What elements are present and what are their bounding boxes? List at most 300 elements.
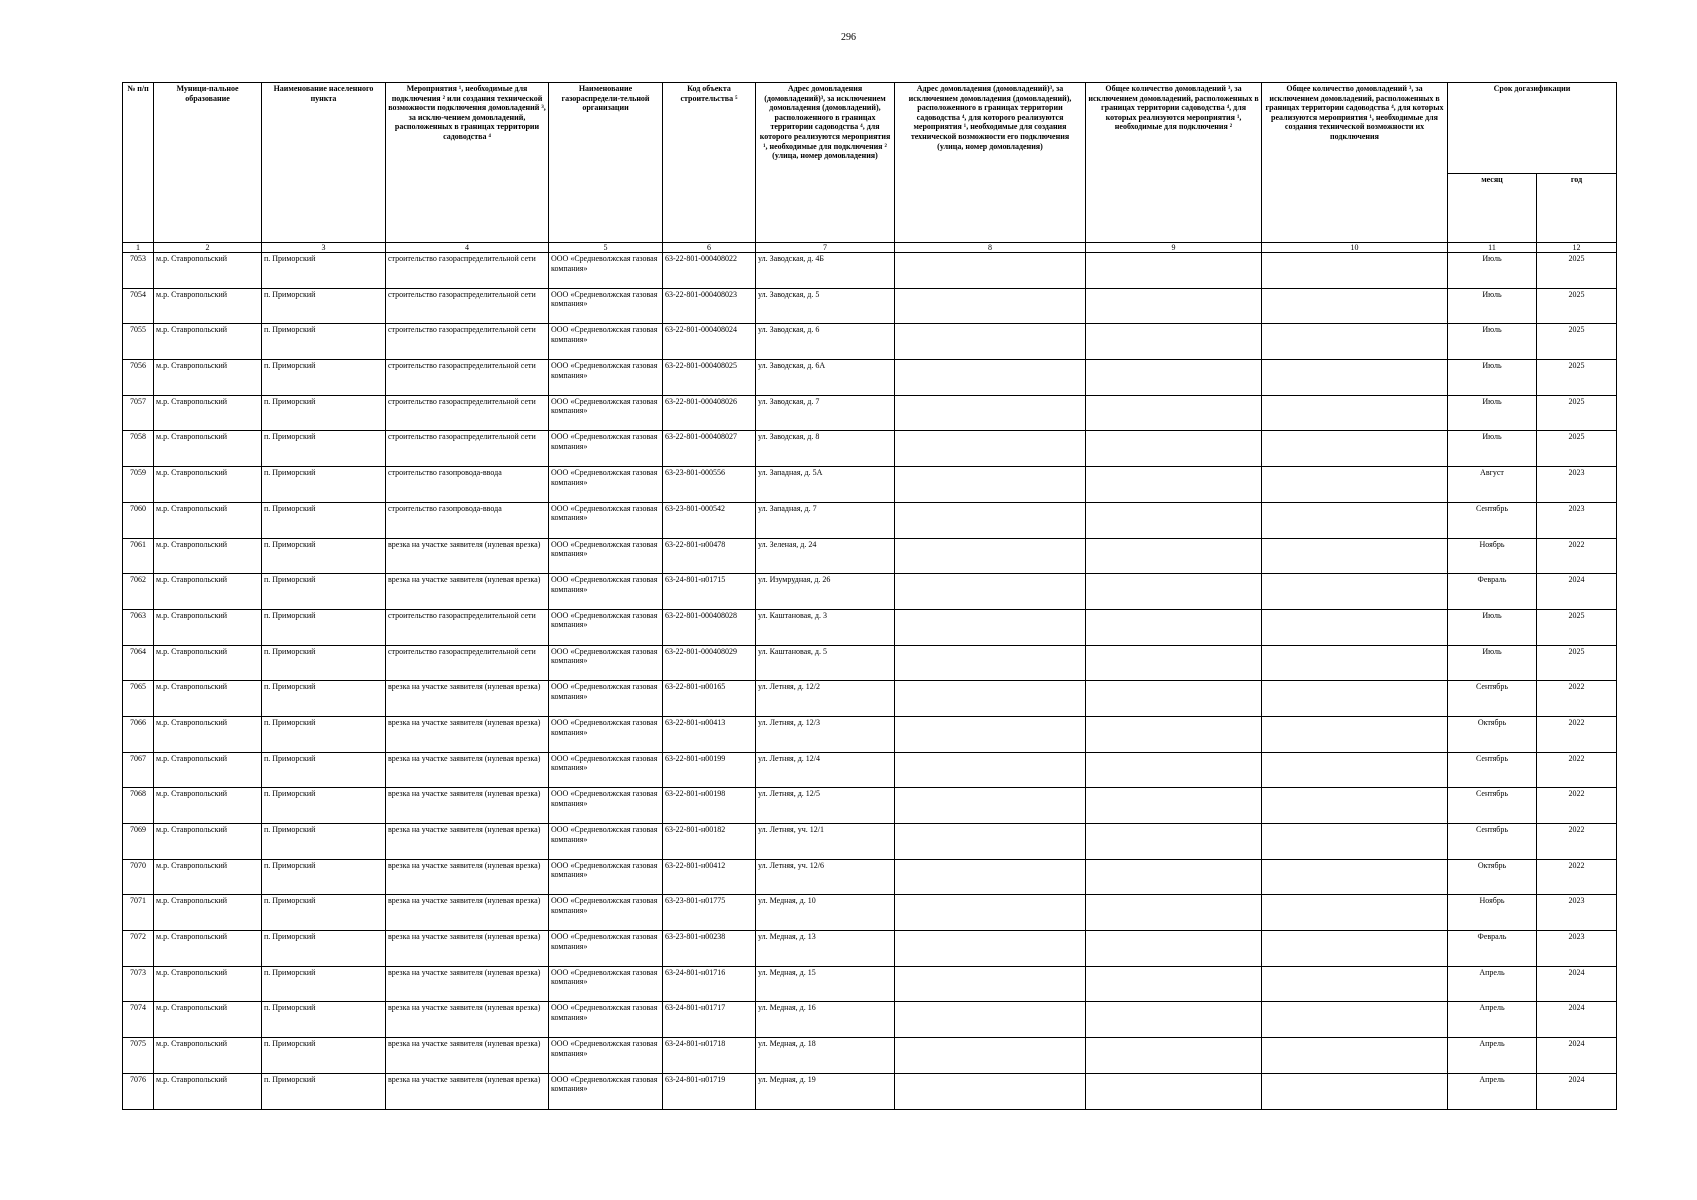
settlement-cell: п. Приморский [262,467,386,503]
count-technical-cell [1262,859,1448,895]
event-cell: строительство газопровода-ввода [386,502,549,538]
count-technical-cell [1262,931,1448,967]
address-technical-cell [895,288,1086,324]
month-cell: Сентябрь [1448,824,1537,860]
year-cell: 2022 [1537,716,1617,752]
organization-cell: ООО «Средневолжская газовая компания» [549,752,663,788]
organization-cell: ООО «Средневолжская газовая компания» [549,609,663,645]
address-technical-cell [895,859,1086,895]
count-technical-cell [1262,752,1448,788]
month-cell: Апрель [1448,1073,1537,1109]
address-technical-cell [895,574,1086,610]
count-technical-cell [1262,538,1448,574]
address-cell: ул. Летняя, д. 12/5 [756,788,895,824]
year-cell: 2022 [1537,859,1617,895]
month-cell: Апрель [1448,1038,1537,1074]
header-municipality: Муници-пальное образование [154,83,262,243]
row-number: 7062 [123,574,154,610]
event-cell: врезка на участке заявителя (нулевая врезка) [386,681,549,717]
year-cell: 2025 [1537,431,1617,467]
municipality-cell: м.р. Ставропольский [154,502,262,538]
municipality-cell: м.р. Ставропольский [154,966,262,1002]
organization-cell: ООО «Средневолжская газовая компания» [549,645,663,681]
address-cell: ул. Каштановая, д. 5 [756,645,895,681]
object-code-cell: 63-22-801-000408028 [663,609,756,645]
month-cell: Апрель [1448,966,1537,1002]
count-technical-cell [1262,788,1448,824]
year-cell: 2024 [1537,966,1617,1002]
event-cell: врезка на участке заявителя (нулевая врезка) [386,1073,549,1109]
count-connection-cell [1086,1038,1262,1074]
count-connection-cell [1086,1002,1262,1038]
settlement-cell: п. Приморский [262,502,386,538]
organization-cell: ООО «Средневолжская газовая компания» [549,1073,663,1109]
count-technical-cell [1262,324,1448,360]
column-number: 11 [1448,243,1537,253]
settlement-cell: п. Приморский [262,288,386,324]
row-number: 7076 [123,1073,154,1109]
header-year: год [1537,174,1617,243]
event-cell: врезка на участке заявителя (нулевая врезка) [386,788,549,824]
event-cell: строительство газораспределительной сети [386,360,549,396]
table-row [123,288,1617,324]
header-count-connection: Общее количество домовладений ³, за исключением домовладений, расположенных в границах территории садоводства ⁴, для которых реализуются мероприятия ¹, необходимые для подключения ² [1086,83,1262,243]
header-organization: Наименование газораспредели-тельной организации [549,83,663,243]
object-code-cell: 63-22-801-000408024 [663,324,756,360]
address-cell: ул. Заводская, д. 4Б [756,253,895,289]
settlement-cell: п. Приморский [262,1002,386,1038]
settlement-cell: п. Приморский [262,859,386,895]
count-connection-cell [1086,931,1262,967]
count-connection-cell [1086,288,1262,324]
object-code-cell: 63-22-801-000408023 [663,288,756,324]
month-cell: Ноябрь [1448,895,1537,931]
table-row [123,895,1617,931]
object-code-cell: 63-23-801-000542 [663,502,756,538]
page-number: 296 [841,32,856,43]
month-cell: Сентябрь [1448,502,1537,538]
organization-cell: ООО «Средневолжская газовая компания» [549,360,663,396]
settlement-cell: п. Приморский [262,716,386,752]
count-technical-cell [1262,431,1448,467]
organization-cell: ООО «Средневолжская газовая компания» [549,859,663,895]
address-cell: ул. Зеленая, д. 24 [756,538,895,574]
month-cell: Апрель [1448,1002,1537,1038]
settlement-cell: п. Приморский [262,574,386,610]
year-cell: 2023 [1537,895,1617,931]
column-number: 5 [549,243,663,253]
count-technical-cell [1262,502,1448,538]
municipality-cell: м.р. Ставропольский [154,431,262,467]
count-connection-cell [1086,538,1262,574]
column-number: 8 [895,243,1086,253]
header-events: Мероприятия ¹, необходимые для подключения ² или создания технической возможности подключения домовладений ³, за исклю-чением домовладений, расположенных в границах территории садоводства ⁴ [386,83,549,243]
column-numbers-row [123,243,1617,253]
row-number: 7054 [123,288,154,324]
count-connection-cell [1086,609,1262,645]
count-connection-cell [1086,324,1262,360]
organization-cell: ООО «Средневолжская газовая компания» [549,681,663,717]
year-cell: 2025 [1537,324,1617,360]
address-technical-cell [895,253,1086,289]
count-technical-cell [1262,681,1448,717]
row-number: 7070 [123,859,154,895]
address-technical-cell [895,324,1086,360]
table-body [123,253,1617,1110]
event-cell: строительство газопровода-ввода [386,467,549,503]
address-technical-cell [895,824,1086,860]
row-number: 7060 [123,502,154,538]
event-cell: строительство газораспределительной сети [386,609,549,645]
address-technical-cell [895,360,1086,396]
address-technical-cell [895,1002,1086,1038]
count-connection-cell [1086,788,1262,824]
municipality-cell: м.р. Ставропольский [154,467,262,503]
address-technical-cell [895,966,1086,1002]
header-address-technical: Адрес домовладения (домовладений)³, за исключением домовладения (домовладений), расположенного в границах территории садоводства ⁴, для которого реализуются мероприятия ¹, необходимые для создания технической возможности его подключения (улица, номер домовладения) [895,83,1086,243]
address-cell: ул. Летняя, д. 12/4 [756,752,895,788]
row-number: 7065 [123,681,154,717]
object-code-cell: 63-22-801-000408025 [663,360,756,396]
municipality-cell: м.р. Ставропольский [154,360,262,396]
object-code-cell: 63-22-801-000408029 [663,645,756,681]
municipality-cell: м.р. Ставропольский [154,253,262,289]
address-cell: ул. Медная, д. 13 [756,931,895,967]
table-row [123,716,1617,752]
settlement-cell: п. Приморский [262,395,386,431]
year-cell: 2024 [1537,1073,1617,1109]
table-row [123,824,1617,860]
table-row [123,931,1617,967]
table-row [123,609,1617,645]
year-cell: 2025 [1537,395,1617,431]
organization-cell: ООО «Средневолжская газовая компания» [549,931,663,967]
address-technical-cell [895,431,1086,467]
row-number: 7068 [123,788,154,824]
event-cell: строительство газораспределительной сети [386,253,549,289]
header-number: № п/п [123,83,154,243]
municipality-cell: м.р. Ставропольский [154,395,262,431]
count-connection-cell [1086,1073,1262,1109]
organization-cell: ООО «Средневолжская газовая компания» [549,1038,663,1074]
address-technical-cell [895,395,1086,431]
table-row [123,502,1617,538]
year-cell: 2025 [1537,645,1617,681]
address-technical-cell [895,538,1086,574]
settlement-cell: п. Приморский [262,752,386,788]
event-cell: строительство газораспределительной сети [386,395,549,431]
count-connection-cell [1086,467,1262,503]
settlement-cell: п. Приморский [262,1038,386,1074]
municipality-cell: м.р. Ставропольский [154,574,262,610]
address-cell: ул. Летняя, уч. 12/1 [756,824,895,860]
settlement-cell: п. Приморский [262,253,386,289]
organization-cell: ООО «Средневолжская газовая компания» [549,895,663,931]
table-row [123,681,1617,717]
event-cell: врезка на участке заявителя (нулевая врезка) [386,931,549,967]
row-number: 7064 [123,645,154,681]
settlement-cell: п. Приморский [262,645,386,681]
address-cell: ул. Каштановая, д. 3 [756,609,895,645]
table-row [123,966,1617,1002]
address-cell: ул. Медная, д. 10 [756,895,895,931]
municipality-cell: м.р. Ставропольский [154,681,262,717]
municipality-cell: м.р. Ставропольский [154,609,262,645]
object-code-cell: 63-22-801-000408027 [663,431,756,467]
address-cell: ул. Западная, д. 7 [756,502,895,538]
organization-cell: ООО «Средневолжская газовая компания» [549,1002,663,1038]
month-cell: Июль [1448,645,1537,681]
organization-cell: ООО «Средневолжская газовая компания» [549,788,663,824]
address-cell: ул. Заводская, д. 7 [756,395,895,431]
row-number: 7073 [123,966,154,1002]
organization-cell: ООО «Средневолжская газовая компания» [549,467,663,503]
address-cell: ул. Летняя, уч. 12/6 [756,859,895,895]
event-cell: строительство газораспределительной сети [386,288,549,324]
event-cell: врезка на участке заявителя (нулевая врезка) [386,538,549,574]
header-deadline: Срок догазификации [1448,83,1617,174]
row-number: 7072 [123,931,154,967]
count-technical-cell [1262,467,1448,503]
month-cell: Сентябрь [1448,752,1537,788]
row-number: 7055 [123,324,154,360]
table-row [123,752,1617,788]
count-technical-cell [1262,1073,1448,1109]
settlement-cell: п. Приморский [262,824,386,860]
address-technical-cell [895,752,1086,788]
count-connection-cell [1086,681,1262,717]
count-technical-cell [1262,716,1448,752]
count-technical-cell [1262,645,1448,681]
organization-cell: ООО «Средневолжская газовая компания» [549,324,663,360]
municipality-cell: м.р. Ставропольский [154,824,262,860]
event-cell: врезка на участке заявителя (нулевая врезка) [386,716,549,752]
table-row [123,538,1617,574]
count-connection-cell [1086,716,1262,752]
address-cell: ул. Заводская, д. 8 [756,431,895,467]
address-technical-cell [895,502,1086,538]
table-row [123,431,1617,467]
object-code-cell: 63-22-801-н00165 [663,681,756,717]
count-connection-cell [1086,645,1262,681]
count-connection-cell [1086,395,1262,431]
row-number: 7063 [123,609,154,645]
count-connection-cell [1086,895,1262,931]
address-cell: ул. Медная, д. 16 [756,1002,895,1038]
organization-cell: ООО «Средневолжская газовая компания» [549,824,663,860]
municipality-cell: м.р. Ставропольский [154,716,262,752]
object-code-cell: 63-24-801-н01718 [663,1038,756,1074]
municipality-cell: м.р. Ставропольский [154,1038,262,1074]
organization-cell: ООО «Средневолжская газовая компания» [549,395,663,431]
object-code-cell: 63-23-801-н01775 [663,895,756,931]
table-row [123,1002,1617,1038]
column-number: 3 [262,243,386,253]
count-connection-cell [1086,253,1262,289]
year-cell: 2022 [1537,752,1617,788]
count-technical-cell [1262,824,1448,860]
row-number: 7074 [123,1002,154,1038]
count-technical-cell [1262,253,1448,289]
event-cell: врезка на участке заявителя (нулевая врезка) [386,966,549,1002]
municipality-cell: м.р. Ставропольский [154,931,262,967]
column-number: 7 [756,243,895,253]
month-cell: Июль [1448,395,1537,431]
settlement-cell: п. Приморский [262,431,386,467]
month-cell: Сентябрь [1448,681,1537,717]
month-cell: Февраль [1448,574,1537,610]
address-cell: ул. Западная, д. 5А [756,467,895,503]
event-cell: врезка на участке заявителя (нулевая врезка) [386,1038,549,1074]
object-code-cell: 63-22-801-н00198 [663,788,756,824]
municipality-cell: м.р. Ставропольский [154,1073,262,1109]
municipality-cell: м.р. Ставропольский [154,859,262,895]
year-cell: 2022 [1537,538,1617,574]
year-cell: 2022 [1537,681,1617,717]
count-connection-cell [1086,824,1262,860]
organization-cell: ООО «Средневолжская газовая компания» [549,716,663,752]
count-connection-cell [1086,574,1262,610]
table-row [123,360,1617,396]
row-number: 7075 [123,1038,154,1074]
object-code-cell: 63-22-801-000408022 [663,253,756,289]
address-technical-cell [895,1038,1086,1074]
object-code-cell: 63-22-801-н00199 [663,752,756,788]
settlement-cell: п. Приморский [262,931,386,967]
municipality-cell: м.р. Ставропольский [154,752,262,788]
count-technical-cell [1262,574,1448,610]
row-number: 7066 [123,716,154,752]
header-count-technical: Общее количество домовладений ³, за исключением домовладений, расположенных в границах территории садоводства ⁴, для которых реализуются мероприятия ¹, необходимые для создания технической возможности их подключения [1262,83,1448,243]
gasification-table [122,82,1617,1110]
row-number: 7057 [123,395,154,431]
table-row [123,645,1617,681]
column-number: 6 [663,243,756,253]
address-technical-cell [895,1073,1086,1109]
count-connection-cell [1086,502,1262,538]
settlement-cell: п. Приморский [262,788,386,824]
object-code-cell: 63-24-801-н01716 [663,966,756,1002]
organization-cell: ООО «Средневолжская газовая компания» [549,538,663,574]
object-code-cell: 63-24-801-н01719 [663,1073,756,1109]
address-technical-cell [895,931,1086,967]
count-technical-cell [1262,395,1448,431]
month-cell: Июль [1448,431,1537,467]
year-cell: 2022 [1537,788,1617,824]
row-number: 7067 [123,752,154,788]
table-row [123,1038,1617,1074]
row-number: 7061 [123,538,154,574]
column-number: 4 [386,243,549,253]
address-cell: ул. Заводская, д. 5 [756,288,895,324]
municipality-cell: м.р. Ставропольский [154,324,262,360]
object-code-cell: 63-24-801-н01717 [663,1002,756,1038]
settlement-cell: п. Приморский [262,360,386,396]
object-code-cell: 63-24-801-н01715 [663,574,756,610]
count-connection-cell [1086,859,1262,895]
header-row [123,83,1617,174]
address-technical-cell [895,467,1086,503]
month-cell: Август [1448,467,1537,503]
count-technical-cell [1262,360,1448,396]
table-row [123,467,1617,503]
column-number: 1 [123,243,154,253]
address-technical-cell [895,645,1086,681]
table-row [123,859,1617,895]
month-cell: Июль [1448,288,1537,324]
address-cell: ул. Заводская, д. 6А [756,360,895,396]
address-cell: ул. Медная, д. 18 [756,1038,895,1074]
year-cell: 2024 [1537,1038,1617,1074]
count-technical-cell [1262,895,1448,931]
month-cell: Июль [1448,253,1537,289]
event-cell: строительство газораспределительной сети [386,645,549,681]
month-cell: Июль [1448,360,1537,396]
event-cell: врезка на участке заявителя (нулевая врезка) [386,895,549,931]
address-cell: ул. Заводская, д. 6 [756,324,895,360]
table-row [123,253,1617,289]
municipality-cell: м.р. Ставропольский [154,288,262,324]
row-number: 7059 [123,467,154,503]
month-cell: Октябрь [1448,716,1537,752]
month-cell: Ноябрь [1448,538,1537,574]
organization-cell: ООО «Средневолжская газовая компания» [549,502,663,538]
header-address-connection: Адрес домовладения (домовладений)³, за исключением домовладения (домовладений), расположенного в границах территории садоводства ⁴, для которого реализуются мероприятия ¹, необходимые для подключения ² (улица, номер домовладения) [756,83,895,243]
event-cell: врезка на участке заявителя (нулевая врезка) [386,859,549,895]
address-technical-cell [895,895,1086,931]
count-technical-cell [1262,966,1448,1002]
year-cell: 2023 [1537,467,1617,503]
municipality-cell: м.р. Ставропольский [154,538,262,574]
month-cell: Июль [1448,324,1537,360]
column-number: 10 [1262,243,1448,253]
address-cell: ул. Летняя, д. 12/2 [756,681,895,717]
table-row [123,1073,1617,1109]
organization-cell: ООО «Средневолжская газовая компания» [549,574,663,610]
settlement-cell: п. Приморский [262,895,386,931]
address-technical-cell [895,681,1086,717]
year-cell: 2022 [1537,824,1617,860]
count-technical-cell [1262,1038,1448,1074]
address-technical-cell [895,716,1086,752]
year-cell: 2024 [1537,1002,1617,1038]
address-technical-cell [895,788,1086,824]
header-object-code: Код объекта строительства ⁵ [663,83,756,243]
organization-cell: ООО «Средневолжская газовая компания» [549,966,663,1002]
count-connection-cell [1086,431,1262,467]
year-cell: 2025 [1537,253,1617,289]
month-cell: Февраль [1448,931,1537,967]
municipality-cell: м.р. Ставропольский [154,895,262,931]
table-row [123,574,1617,610]
count-connection-cell [1086,752,1262,788]
year-cell: 2024 [1537,574,1617,610]
month-cell: Сентябрь [1448,788,1537,824]
count-connection-cell [1086,966,1262,1002]
address-cell: ул. Летняя, д. 12/3 [756,716,895,752]
row-number: 7058 [123,431,154,467]
address-cell: ул. Медная, д. 15 [756,966,895,1002]
object-code-cell: 63-22-801-н00478 [663,538,756,574]
row-number: 7053 [123,253,154,289]
year-cell: 2025 [1537,288,1617,324]
settlement-cell: п. Приморский [262,538,386,574]
row-number: 7056 [123,360,154,396]
event-cell: врезка на участке заявителя (нулевая врезка) [386,574,549,610]
event-cell: строительство газораспределительной сети [386,324,549,360]
settlement-cell: п. Приморский [262,1073,386,1109]
header-month: месяц [1448,174,1537,243]
